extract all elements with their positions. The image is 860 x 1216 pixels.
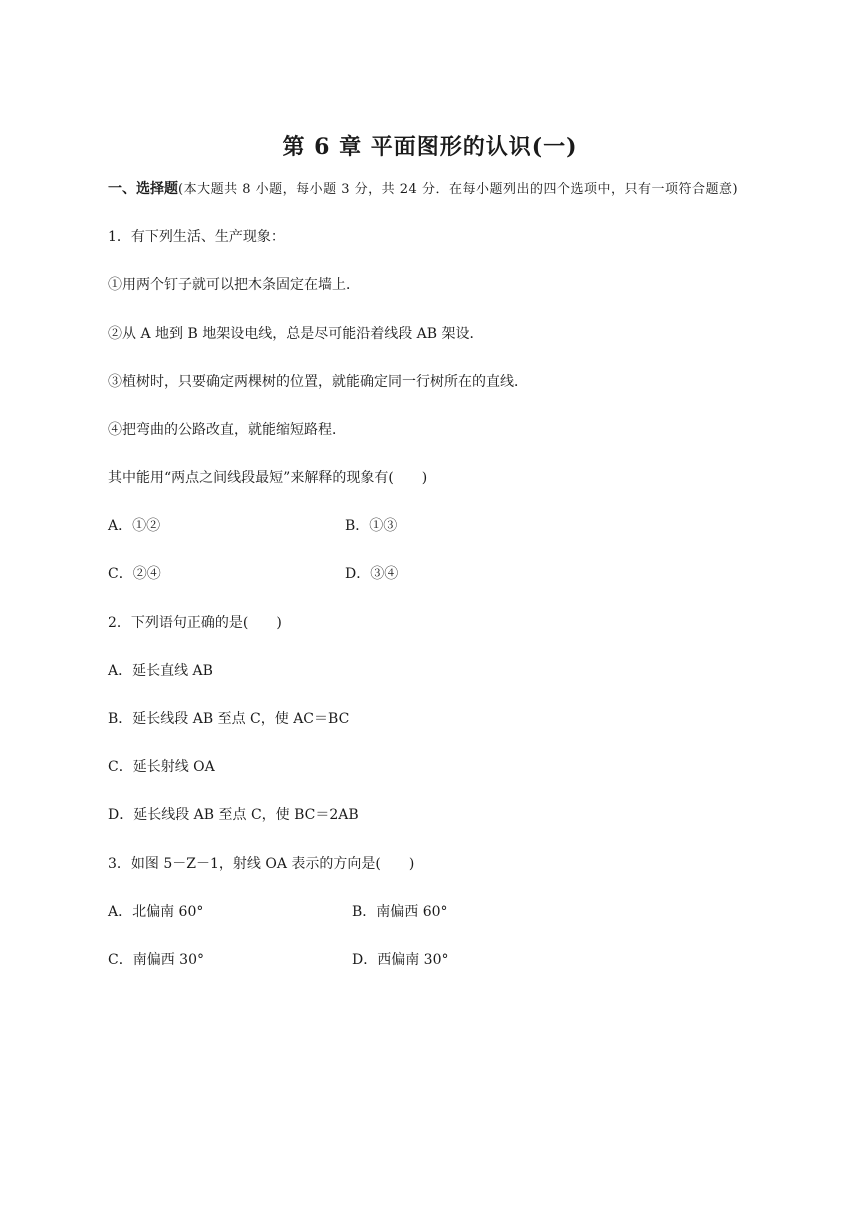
section-heading-label: 一、选择题 bbox=[108, 181, 178, 197]
q1-item-3: ③植树时，只要确定两棵树的位置，就能确定同一行树所在的直线． bbox=[108, 374, 528, 390]
q2-option-b: B．延长线段 AB 至点 C，使 AC＝BC bbox=[108, 711, 350, 727]
q2-stem: 2．下列语句正确的是( ) bbox=[108, 615, 282, 631]
q2-option-a: A．延长直线 AB bbox=[108, 663, 213, 679]
q3-option-d: D．西偏南 30° bbox=[352, 952, 449, 968]
q2-option-c: C．延长射线 OA bbox=[108, 759, 215, 775]
section-heading bbox=[108, 180, 738, 199]
q1-item-2: ②从 A 地到 B 地架设电线，总是尽可能沿着线段 AB 架设． bbox=[108, 326, 484, 342]
q3-option-b: B．南偏西 60° bbox=[352, 904, 448, 920]
q3-option-a: A．北偏南 60° bbox=[108, 904, 204, 920]
q1-option-c: C．②④ bbox=[108, 566, 161, 582]
q1-option-d: D．③④ bbox=[345, 566, 399, 582]
q1-item-4: ④把弯曲的公路改直，就能缩短路程． bbox=[108, 422, 346, 438]
q3-stem: 3．如图 5－Z－1，射线 OA 表示的方向是( ) bbox=[108, 856, 415, 872]
q1-prompt: 其中能用“两点之间线段最短”来解释的现象有( ) bbox=[108, 470, 428, 486]
q1-option-b: B．①③ bbox=[345, 518, 398, 534]
q3-option-c: C．南偏西 30° bbox=[108, 952, 204, 968]
q1-item-1: ①用两个钉子就可以把木条固定在墙上． bbox=[108, 277, 360, 293]
section-note: (本大题共 8 小题，每小题 3 分，共 24 分．在每小题列出的四个选项中，只有一项符合题意) bbox=[178, 182, 739, 197]
q1-stem: 1．有下列生活、生产现象： bbox=[108, 229, 285, 245]
page-title: 第 6 章 平面图形的认识(一) bbox=[282, 134, 578, 160]
q2-option-d: D．延长线段 AB 至点 C，使 BC＝2AB bbox=[108, 807, 359, 823]
q1-option-a: A．①② bbox=[108, 518, 161, 534]
